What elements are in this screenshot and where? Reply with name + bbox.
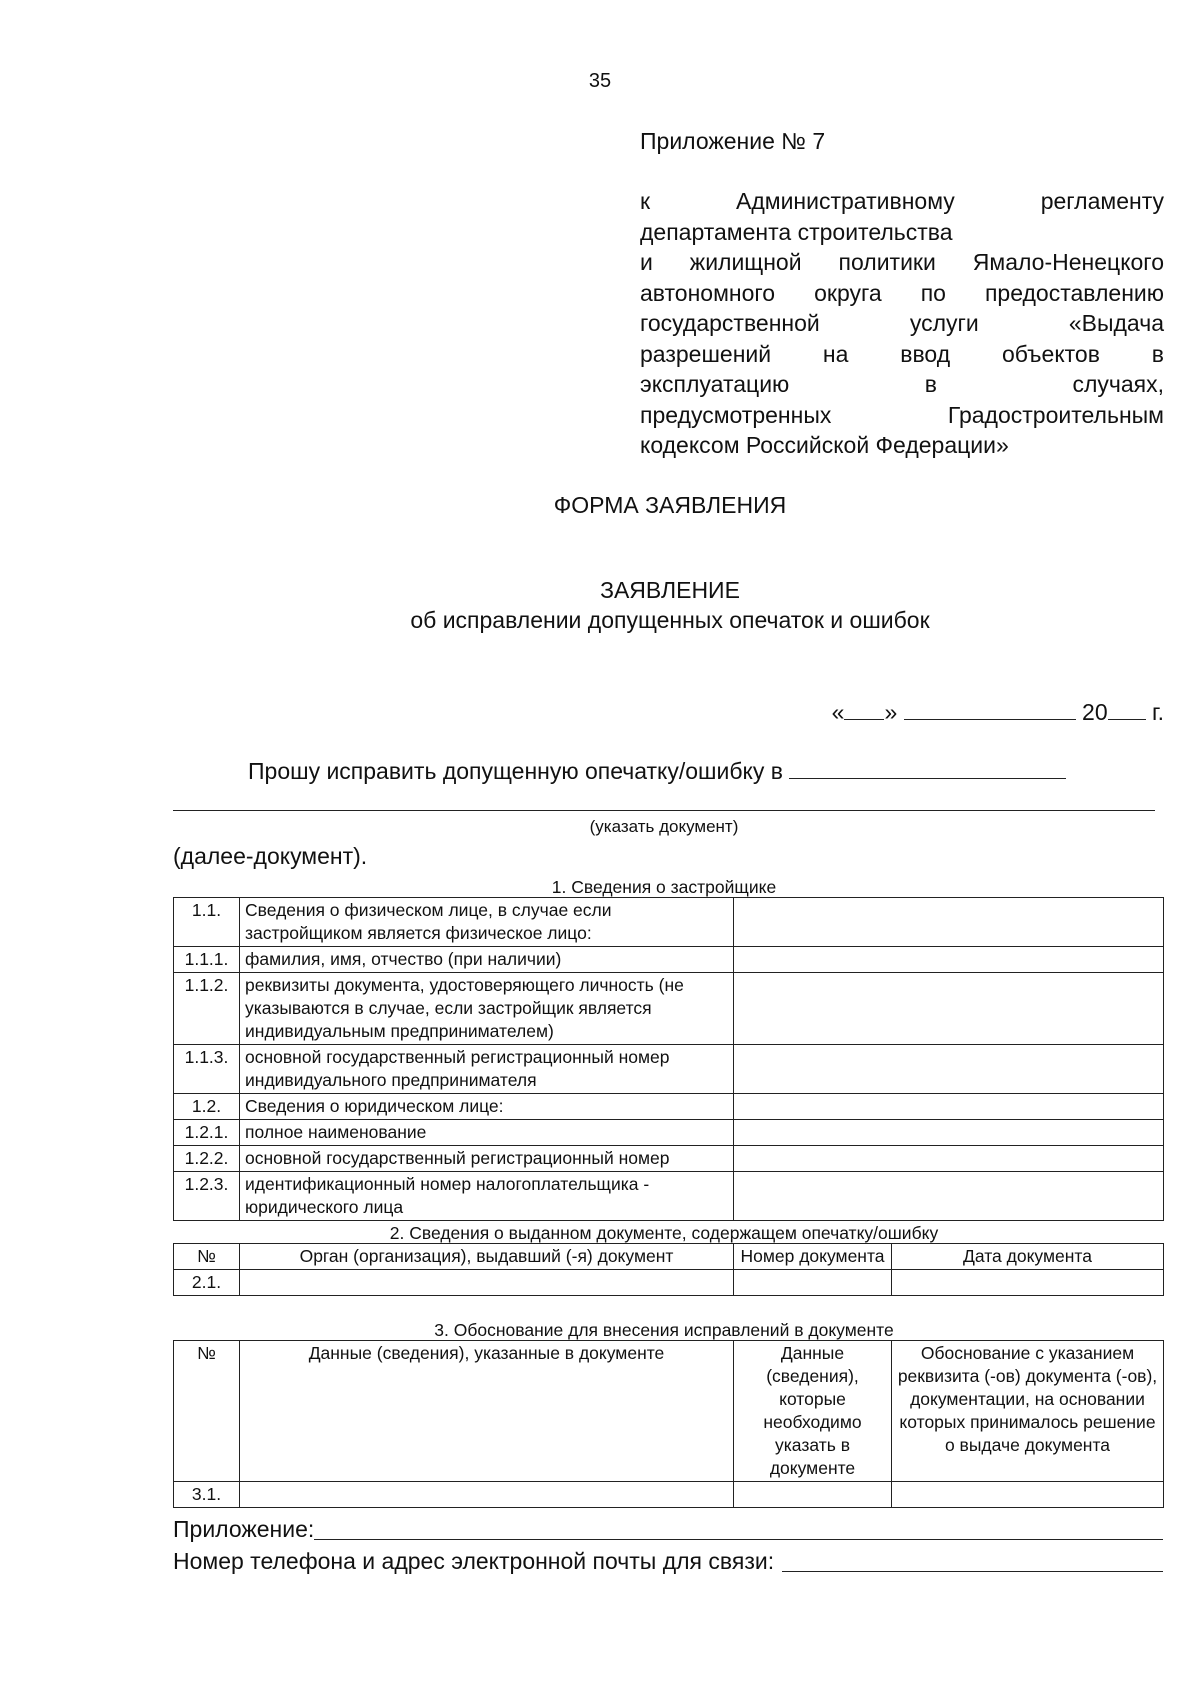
- row-number: 1.2.2.: [174, 1146, 240, 1172]
- row-number: 1.1.1.: [174, 947, 240, 973]
- appendix-line: предусмотренных Градостроительным: [640, 401, 1164, 428]
- appendix-line: эксплуатацию в случаях,: [640, 371, 1164, 397]
- table-cell[interactable]: [240, 1270, 734, 1296]
- row-label: основной государственный регистрационный номер индивидуального предпринимателя: [240, 1045, 734, 1094]
- row-label: реквизиты документа, удостоверяющего личность (не указываются в случае, если застройщик является индивидуальным предпринимателем): [240, 973, 734, 1045]
- row-value[interactable]: [734, 973, 1164, 1045]
- section2-table: [173, 1243, 1164, 1296]
- row-label: Сведения о юридическом лице:: [240, 1094, 734, 1120]
- appendix-line: государственной услуги «Выдача: [640, 310, 1164, 336]
- row-value[interactable]: [734, 947, 1164, 973]
- row-label: фамилия, имя, отчество (при наличии): [240, 947, 734, 973]
- table-cell[interactable]: [892, 1270, 1164, 1296]
- request-line: [248, 758, 1066, 785]
- column-header: Дата документа: [892, 1244, 1164, 1270]
- date-close-quote: »: [884, 699, 898, 725]
- table-cell[interactable]: [734, 1482, 892, 1508]
- row-label: полное наименование: [240, 1120, 734, 1146]
- table-header-row: [174, 1244, 1164, 1270]
- request-text: Прошу исправить допущенную опечатку/ошибку в: [248, 758, 783, 784]
- year-suffix: г.: [1152, 699, 1164, 725]
- row-value[interactable]: [734, 1094, 1164, 1120]
- appendix-line: разрешений на ввод объектов в: [640, 340, 1164, 367]
- table-row: [174, 1482, 1164, 1508]
- column-header: №: [174, 1244, 240, 1270]
- attachment-line: [173, 1516, 1163, 1543]
- appendix-line: департамента строительства: [640, 218, 953, 245]
- appendix-line: автономного округа по предоставлению: [640, 279, 1164, 306]
- table-row: [174, 973, 1164, 1045]
- section3-title: 3. Обоснование для внесения исправлений в документе: [434, 1320, 894, 1340]
- row-number: 1.2.: [174, 1094, 240, 1120]
- attachment-blank[interactable]: [314, 1539, 1163, 1540]
- document-blank[interactable]: [789, 778, 1066, 779]
- table-row: [174, 947, 1164, 973]
- row-number: 1.2.1.: [174, 1120, 240, 1146]
- row-number: 2.1.: [174, 1270, 240, 1296]
- appendix-line: кодексом Российской Федерации»: [640, 432, 1009, 458]
- table-row: [174, 1045, 1164, 1094]
- column-header: Орган (организация), выдавший (-я) документ: [240, 1244, 734, 1270]
- year-blank[interactable]: [1108, 719, 1146, 720]
- contact-label: Номер телефона и адрес электронной почты для связи:: [173, 1548, 775, 1574]
- row-value[interactable]: [734, 1146, 1164, 1172]
- row-value[interactable]: [734, 1120, 1164, 1146]
- section2-title: 2. Сведения о выданном документе, содержащем опечатку/ошибку: [389, 1223, 939, 1243]
- contact-blank[interactable]: [782, 1571, 1163, 1572]
- table-header-row: [174, 1341, 1164, 1482]
- row-number: 3.1.: [174, 1482, 240, 1508]
- table-row: [174, 1120, 1164, 1146]
- document-reference: (далее-документ).: [173, 843, 368, 869]
- row-label: Сведения о физическом лице, в случае если застройщиком является физическое лицо:: [240, 898, 734, 947]
- month-blank[interactable]: [904, 719, 1076, 720]
- column-header: Данные (сведения), которые необходимо указать в документе: [734, 1341, 892, 1482]
- year-prefix: 20: [1082, 699, 1108, 725]
- column-header: №: [174, 1341, 240, 1482]
- statement-title: ЗАЯВЛЕНИЕ: [600, 577, 740, 603]
- table-row: [174, 1146, 1164, 1172]
- row-value[interactable]: [734, 898, 1164, 947]
- row-number: 1.1.: [174, 898, 240, 947]
- document-hint: (указать документ): [589, 817, 739, 836]
- appendix-text: [640, 186, 1164, 461]
- document-continuation-blank[interactable]: [173, 810, 1155, 811]
- statement-subtitle: об исправлении допущенных опечаток и ошибок: [410, 607, 930, 633]
- page-number: 35: [588, 70, 612, 92]
- row-number: 1.1.3.: [174, 1045, 240, 1094]
- date-line: [832, 699, 1164, 726]
- day-blank[interactable]: [844, 719, 884, 720]
- row-label: основной государственный регистрационный номер: [240, 1146, 734, 1172]
- row-number: 1.1.2.: [174, 973, 240, 1045]
- row-value[interactable]: [734, 1172, 1164, 1221]
- section3-table: [173, 1340, 1164, 1508]
- form-heading: ФОРМА ЗАЯВЛЕНИЯ: [553, 492, 787, 518]
- date-open-quote: «: [831, 699, 845, 725]
- row-label: идентификационный номер налогоплательщика - юридического лица: [240, 1172, 734, 1221]
- appendix-title: Приложение № 7: [640, 128, 826, 154]
- row-value[interactable]: [734, 1045, 1164, 1094]
- table-cell[interactable]: [892, 1482, 1164, 1508]
- appendix-line: к Административному регламенту: [640, 188, 1164, 214]
- table-cell[interactable]: [240, 1482, 734, 1508]
- column-header: Данные (сведения), указанные в документе: [240, 1341, 734, 1482]
- contact-line: [173, 1548, 1163, 1575]
- row-number: 1.2.3.: [174, 1172, 240, 1221]
- table-row: [174, 1094, 1164, 1120]
- section1-title: 1. Сведения о застройщике: [551, 877, 777, 897]
- table-row: [174, 898, 1164, 947]
- table-row: [174, 1270, 1164, 1296]
- table-row: [174, 1172, 1164, 1221]
- column-header: Обоснование с указанием реквизита (-ов) документа (-ов), документации, на основании которых принималось решение о выдаче документа: [892, 1341, 1164, 1482]
- table-cell[interactable]: [734, 1270, 892, 1296]
- attachment-label: Приложение:: [173, 1516, 315, 1542]
- appendix-line: и жилищной политики Ямало-Ненецкого: [640, 249, 1164, 275]
- column-header: Номер документа: [734, 1244, 892, 1270]
- section1-table: [173, 897, 1164, 1221]
